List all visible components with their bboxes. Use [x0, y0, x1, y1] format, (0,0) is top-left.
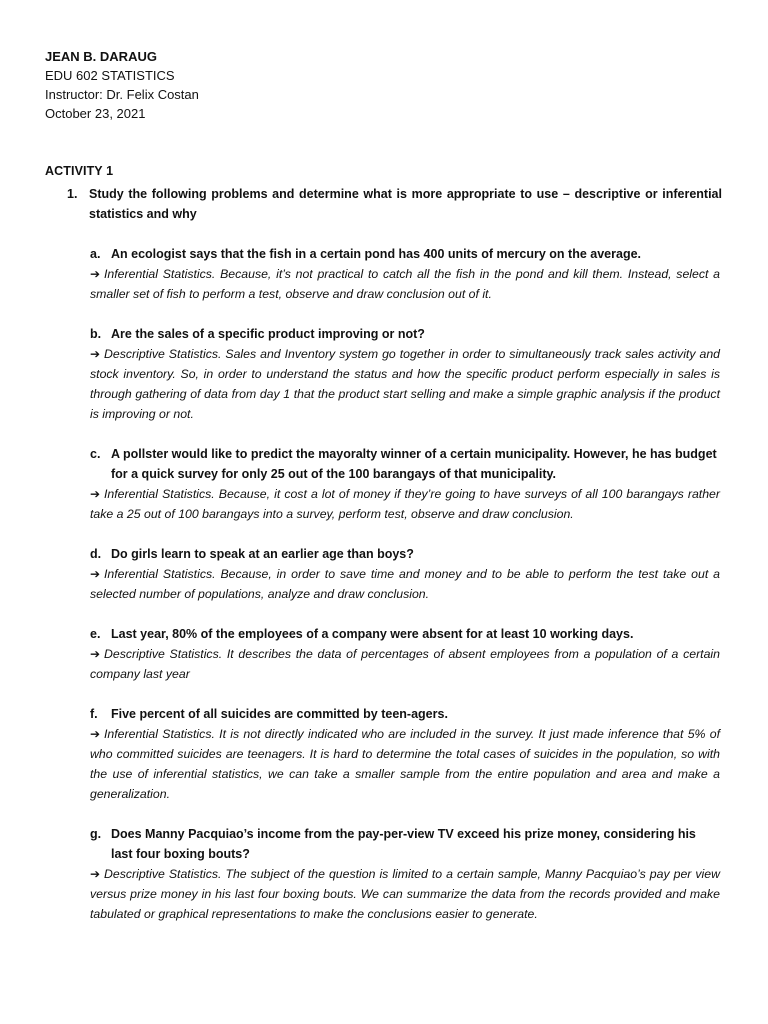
answer-text: Inferential Statistics. Because, it’s not practical to catch all the fish in the pond and kill them. Instead, select a smaller set of fish to perform a test, observe and draw conclusion out of it.: [90, 267, 720, 301]
problem-question: [90, 704, 720, 724]
document-header: [45, 47, 199, 123]
arrow-icon: ➔: [90, 867, 101, 881]
problem-letter: b.: [90, 327, 102, 341]
problem-answer: [90, 724, 720, 804]
question-text: Are the sales of a specific product improving or not?: [111, 327, 425, 341]
problem-question: [90, 544, 720, 564]
prompt-number: 1.: [67, 187, 78, 201]
question-text: An ecologist says that the fish in a certain pond has 400 units of mercury on the average.: [111, 247, 641, 261]
problem-question: [90, 824, 720, 864]
answer-text: Inferential Statistics. Because, it cost a lot of money if they’re going to have surveys of all 100 barangays rather take a 25 out of 100 barangays into a survey, perform test, observe and draw conclusion.: [90, 487, 720, 521]
problem-answer: [90, 564, 720, 604]
problem-question: [90, 324, 720, 344]
answer-text: Descriptive Statistics. The subject of the question is limited to a certain sample, Manny Pacquiao’s pay per view versus prize money in his last four boxing bouts. We can summarize the data from the records provided and make tabulated or graphical representations to make the conclusions easier to generate.: [90, 867, 720, 921]
problem-letter: g.: [90, 827, 102, 841]
problem-item-b: [90, 324, 720, 424]
question-text: Last year, 80% of the employees of a company were absent for at least 10 working days.: [111, 627, 634, 641]
question-text: Does Manny Pacquiao’s income from the pay-per-view TV exceed his prize money, considering his last four boxing bouts?: [111, 827, 696, 861]
answer-text: Inferential Statistics. It is not directly indicated who are included in the survey. It just made inference that 5% of who committed suicides are teenagers. It is hard to determine the total cases of suicides in the population, so with the use of inferential statistics, we can take a smaller sample from the entire population and area and make a generalization.: [90, 727, 720, 801]
question-text: Five percent of all suicides are committed by teen-agers.: [111, 707, 448, 721]
activity-title: ACTIVITY 1: [45, 164, 114, 178]
problem-letter: e.: [90, 627, 101, 641]
problem-answer: [90, 344, 720, 424]
arrow-icon: ➔: [90, 567, 101, 581]
problem-letter: d.: [90, 547, 102, 561]
instructor-name: Instructor: Dr. Felix Costan: [45, 87, 199, 102]
problem-answer: [90, 864, 720, 924]
problem-item-c: [90, 444, 720, 524]
answer-text: Inferential Statistics. Because, in order to save time and money and to be able to perform the test take out a selected number of populations, analyze and draw conclusion.: [90, 567, 720, 601]
author-name: JEAN B. DARAUG: [45, 49, 157, 64]
prompt-text: Study the following problems and determine what is more appropriate to use – descriptive or inferential statistics and why: [89, 187, 722, 221]
problem-letter: a.: [90, 247, 101, 261]
problem-answer: [90, 264, 720, 304]
arrow-icon: ➔: [90, 487, 101, 501]
problem-item-a: [90, 244, 720, 304]
problem-item-f: [90, 704, 720, 804]
problem-question: [90, 444, 720, 484]
answer-text: Descriptive Statistics. Sales and Inventory system go together in order to simultaneously track sales activity and stock inventory. So, in order to understand the status and how the specific product perform especially in sales is through gathering of data from day 1 that the product start selling and make a simple graphic analysis if the product is improving or not.: [90, 347, 720, 421]
problem-item-g: [90, 824, 720, 924]
problem-item-d: [90, 544, 720, 604]
arrow-icon: ➔: [90, 727, 101, 741]
problem-question: [90, 244, 720, 264]
arrow-icon: ➔: [90, 647, 101, 661]
arrow-icon: ➔: [90, 267, 101, 281]
problem-letter: f.: [90, 707, 98, 721]
problem-item-e: [90, 624, 720, 684]
problem-answer: [90, 484, 720, 524]
problem-question: [90, 624, 720, 644]
question-text: Do girls learn to speak at an earlier age than boys?: [111, 547, 414, 561]
course-code: EDU 602 STATISTICS: [45, 68, 175, 83]
problem-answer: [90, 644, 720, 684]
problem-letter: c.: [90, 447, 101, 461]
answer-text: Descriptive Statistics. It describes the data of percentages of absent employees from a population of a certain company last year: [90, 647, 720, 681]
question-text: A pollster would like to predict the mayoralty winner of a certain municipality. However, he has budget for a quick survey for only 25 out of the 100 barangays of that municipality.: [111, 447, 717, 481]
activity-prompt: [67, 184, 722, 224]
arrow-icon: ➔: [90, 347, 101, 361]
document-date: October 23, 2021: [45, 106, 146, 121]
